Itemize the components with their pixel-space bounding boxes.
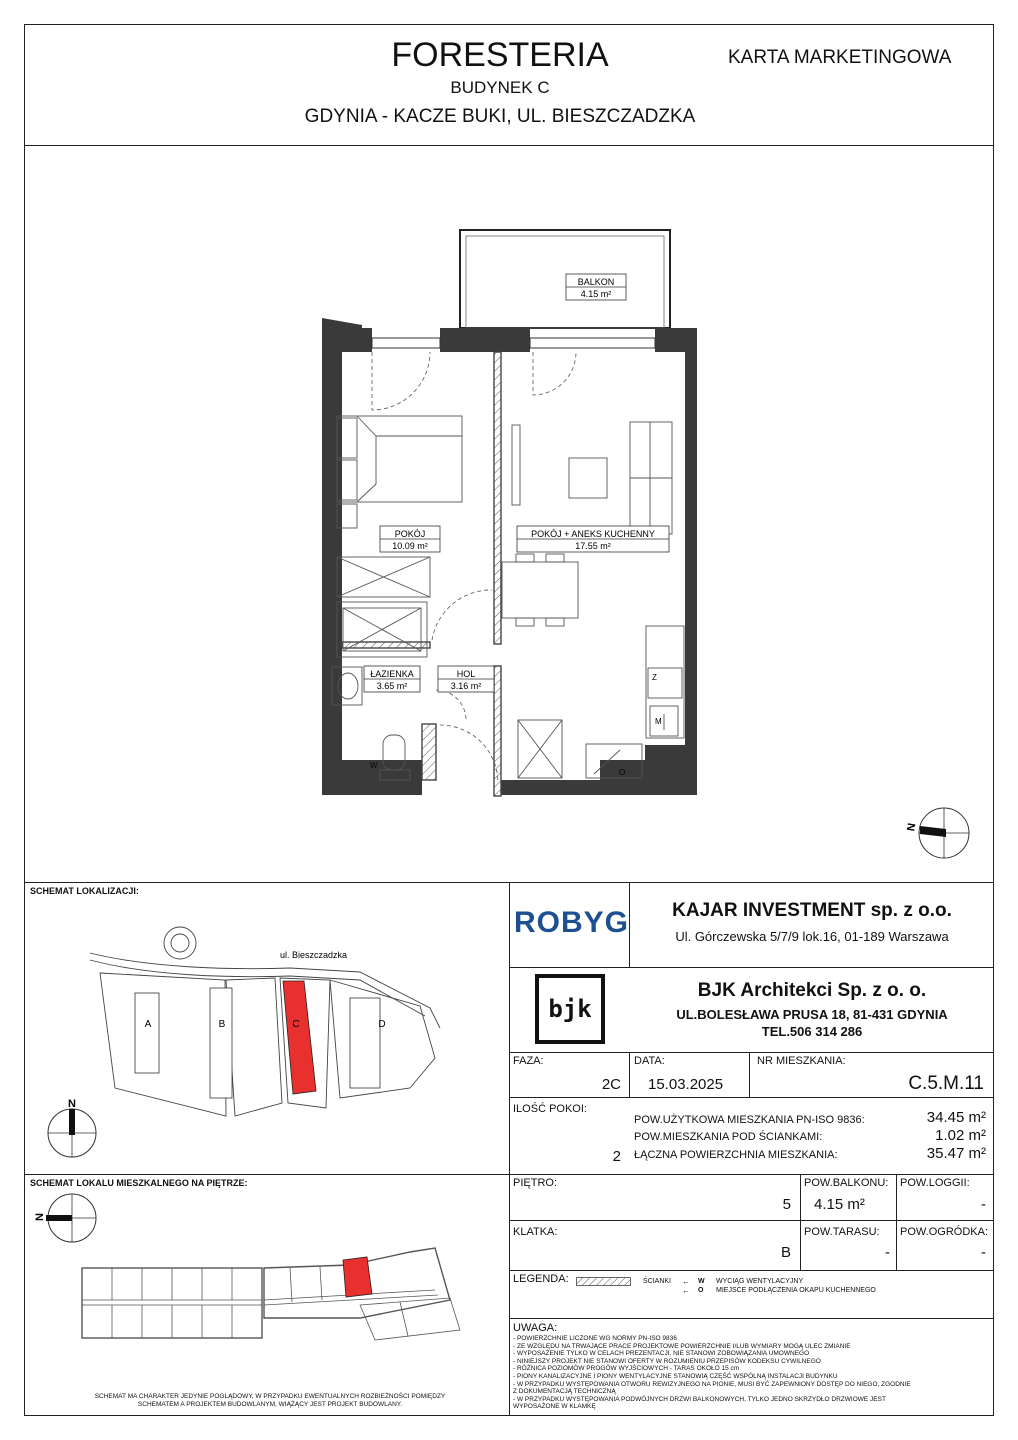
room-area: 4.15 m² [580, 289, 612, 299]
bed [337, 416, 462, 528]
apartment-highlight [343, 1257, 372, 1297]
room-name: ŁAZIENKA [370, 669, 414, 679]
location-scheme-title: SCHEMAT LOKALIZACJI: [30, 886, 139, 896]
room-label-hol [438, 666, 494, 692]
investor-name: KAJAR INVESTMENT sp. z o.o. [672, 900, 952, 921]
note-line: - POWIERZCHNIE LICZONE WG NORMY PN-ISO 9836 [513, 1335, 677, 1342]
floor-scheme-disclaimer: SCHEMAT MA CHARAKTER JEDYNIE POGLĄDOWY, W PRZYPADKU EWENTUALNYCH ROZBIEŻNOŚCI POMIĘDZY SCHEMATEM A PROJEKTEM BUDOWLANYM, WIĄŻĄCY JEST PROJEKT BUDOWLANY. [94, 1393, 446, 1408]
room-label-balkon [566, 274, 626, 300]
ogrodek-label: POW.OGRÓDKA: [900, 1226, 989, 1238]
middle-divider [509, 882, 510, 1416]
room-name: BALKON [577, 277, 615, 287]
note-line: - WYPOSAŻENIE TYLKO W CELACH PREZENTACJI, NIE STANOWI ZOBOWIĄZANIA UMOWNEGO [513, 1350, 810, 1358]
line [509, 967, 994, 968]
faza-value: 2C [601, 1076, 621, 1093]
line [896, 1174, 897, 1270]
shower [337, 602, 427, 657]
location-map [30, 898, 508, 1174]
pietro-label: PIĘTRO: [513, 1177, 558, 1189]
room-name: POKÓJ + ANEKS KUCHENNY [531, 529, 655, 539]
compass-n: N [68, 1098, 76, 1110]
notes-list [513, 1335, 913, 1411]
line [509, 1097, 994, 1098]
room-area: 3.65 m² [376, 681, 408, 691]
legend-w-text: WYCIĄG WENTYLACYJNY [716, 1278, 804, 1285]
fridge-marker: Z [652, 673, 657, 682]
balkon-value: 4.15 m² [814, 1196, 865, 1213]
hall-wardrobe [518, 720, 562, 778]
bjk-logo-text: bjk [539, 978, 601, 1040]
line [509, 1052, 994, 1053]
pow-laczna-value: 35.47 m² [926, 1145, 986, 1162]
building-label-a: A [144, 1019, 152, 1030]
pow-scianki-label: POW.MIESZKANIA POD ŚCIANKAMI: [634, 1131, 823, 1143]
data-label: DATA: [634, 1055, 665, 1067]
note-line: - NINIEJSZY PROJEKT NIE STANOWI OFERTY W ROZUMIENIU PRZEPISÓW KODEKSU CYWILNEGO [513, 1357, 821, 1365]
logo-divider [629, 882, 630, 967]
klatka-value: B [780, 1244, 791, 1261]
coffee-table [569, 458, 607, 498]
ogrodek-value: - [981, 1244, 986, 1261]
compass-icon [905, 808, 969, 858]
dining-table [502, 554, 578, 626]
robyg-logo: ROBYG [514, 906, 630, 939]
line [509, 1270, 994, 1271]
outer-walls [322, 318, 697, 795]
balcony [460, 230, 670, 328]
floor-scheme-map [30, 1190, 508, 1390]
building-d-block [350, 998, 380, 1088]
balkon-label: POW.BALKONU: [804, 1177, 889, 1189]
nr-label: NR MIESZKANIA: [757, 1055, 846, 1067]
compass-icon [48, 1098, 96, 1157]
architect-phone: TEL.506 314 286 [761, 1024, 863, 1039]
investor-address: Ul. Górczewska 5/7/9 lok.16, 01-189 Warszawa [675, 929, 949, 944]
building-b-block [210, 988, 232, 1098]
kitchen-counter [646, 626, 684, 738]
vent-marker-bath: W [370, 761, 378, 770]
nr-value: C.5.M.11 [908, 1073, 984, 1094]
note-line: - PIONY KANALIZACYJNE I PIONY WENTYLACYJNE STANOWIĄ CZĘŚĆ WSPÓLNĄ INSTALACJI BUDYNKU [513, 1372, 838, 1380]
pow-uzytkowa-value: 34.45 m² [926, 1109, 986, 1126]
building-label-d: D [378, 1019, 386, 1030]
wardrobe [337, 557, 430, 597]
room-name: HOL [456, 669, 476, 679]
legend-w-letter: W [698, 1278, 705, 1285]
pow-laczna-label: ŁĄCZNA POWIERZCHNIA MIESZKANIA: [634, 1149, 838, 1161]
hood-marker: O [619, 768, 626, 777]
microwave-marker: M [655, 717, 662, 726]
line [509, 1220, 994, 1221]
line [749, 1052, 750, 1097]
street-label: ul. Bieszczadzka [280, 950, 348, 960]
card-type: KARTA MARKETINGOWA [728, 47, 952, 68]
loggia-label: POW.LOGGII: [900, 1177, 970, 1189]
faza-label: FAZA: [513, 1055, 544, 1067]
loggia-value: - [981, 1196, 986, 1213]
building-c-highlight [283, 981, 316, 1094]
building-name: BUDYNEK C [450, 78, 550, 97]
pokoje-value: 2 [612, 1148, 621, 1165]
legend-w-arrow-icon: ← [682, 1277, 690, 1286]
floor-units [82, 1248, 460, 1340]
legend-o-text: MIEJSCE PODŁĄCZENIA OKAPU KUCHENNEGO [716, 1287, 876, 1294]
pietro-value: 5 [782, 1196, 791, 1213]
building-label-b: B [218, 1019, 226, 1030]
room-area: 17.55 m² [575, 541, 611, 551]
compass-icon [34, 1194, 96, 1242]
legend-o-letter: O [698, 1287, 704, 1294]
room-label-pokoj [380, 526, 440, 552]
line [509, 1318, 994, 1319]
note-line: - RÓŻNICA POZIOMÓW PROGÓW WYJŚCIOWYCH - TARAS OKOŁO 15 cm [513, 1365, 740, 1373]
data-value: 15.03.2025 [648, 1076, 724, 1093]
building-a-block [135, 993, 159, 1073]
legend-o-arrow-icon: ← [682, 1286, 690, 1295]
building-label-c: C [292, 1019, 300, 1030]
note-line: - W PRZYPADKU WYSTĘPOWANIA PODWÓJNYCH DRZWI BALKONOWYCH, TYLKO JEDNO SKRZYDŁO DRZWIOWE JEST WYPOSAŻONE W KLAMKĘ [513, 1395, 886, 1411]
room-label-pokoj-aneks [517, 526, 669, 552]
bjk-logo [535, 974, 605, 1044]
pow-uzytkowa-label: POW.UŻYTKOWA MIESZKANIA PN-ISO 9836: [634, 1114, 865, 1126]
room-area: 3.16 m² [450, 681, 482, 691]
compass-n: N [905, 822, 919, 833]
klatka-label: KLATKA: [513, 1226, 558, 1238]
room-name: POKÓJ [394, 529, 426, 539]
legend-wall-swatch [576, 1277, 632, 1287]
architect-name: BJK Architekci Sp. z o. o. [697, 980, 927, 1001]
project-title: FORESTERIA [391, 36, 609, 74]
pokoje-label: ILOŚĆ POKOI: [513, 1103, 587, 1115]
sofa [630, 422, 672, 534]
floor-scheme-title: SCHEMAT LOKALU MIESZKALNEGO NA PIĘTRZE: [30, 1178, 248, 1188]
pow-scianki-value: 1.02 m² [935, 1127, 986, 1144]
taras-label: POW.TARASU: [804, 1226, 880, 1238]
inner-walls [342, 352, 501, 796]
door-swings [372, 352, 576, 783]
line [800, 1174, 801, 1270]
architect-address: UL.BOLESŁAWA PRUSA 18, 81-431 GDYNIA [676, 1007, 948, 1022]
line [24, 1174, 994, 1175]
line [629, 1052, 630, 1097]
room-label-lazienka [364, 666, 420, 692]
taras-value: - [885, 1244, 890, 1261]
location-line: GDYNIA - KACZE BUKI, UL. BIESZCZADZKA [304, 106, 696, 127]
notes-title: UWAGA: [513, 1322, 558, 1334]
tv-cabinet [512, 425, 520, 505]
note-line: - W PRZYPADKU WYSTĘPOWANIA OTWORU REWIZYJNEGO NA PIONIE, MUSI BYĆ ZAPEWNIONY DOSTĘP DO NIEGO, ZGODNIE Z DOKUMENTACJĄ TECHNICZNĄ [513, 1380, 911, 1396]
legend-walls: ŚCIANKI [643, 1278, 672, 1285]
legend-title: LEGENDA: [513, 1273, 569, 1285]
note-line: - ZE WZGLĘDU NA TRWAJĄCE PRACE PROJEKTOWE POWIERZCHNIE I/LUB WYMIARY MOGĄ ULEC ZMIANIE [513, 1342, 851, 1350]
room-area: 10.09 m² [392, 541, 428, 551]
compass-n: N [34, 1213, 46, 1221]
